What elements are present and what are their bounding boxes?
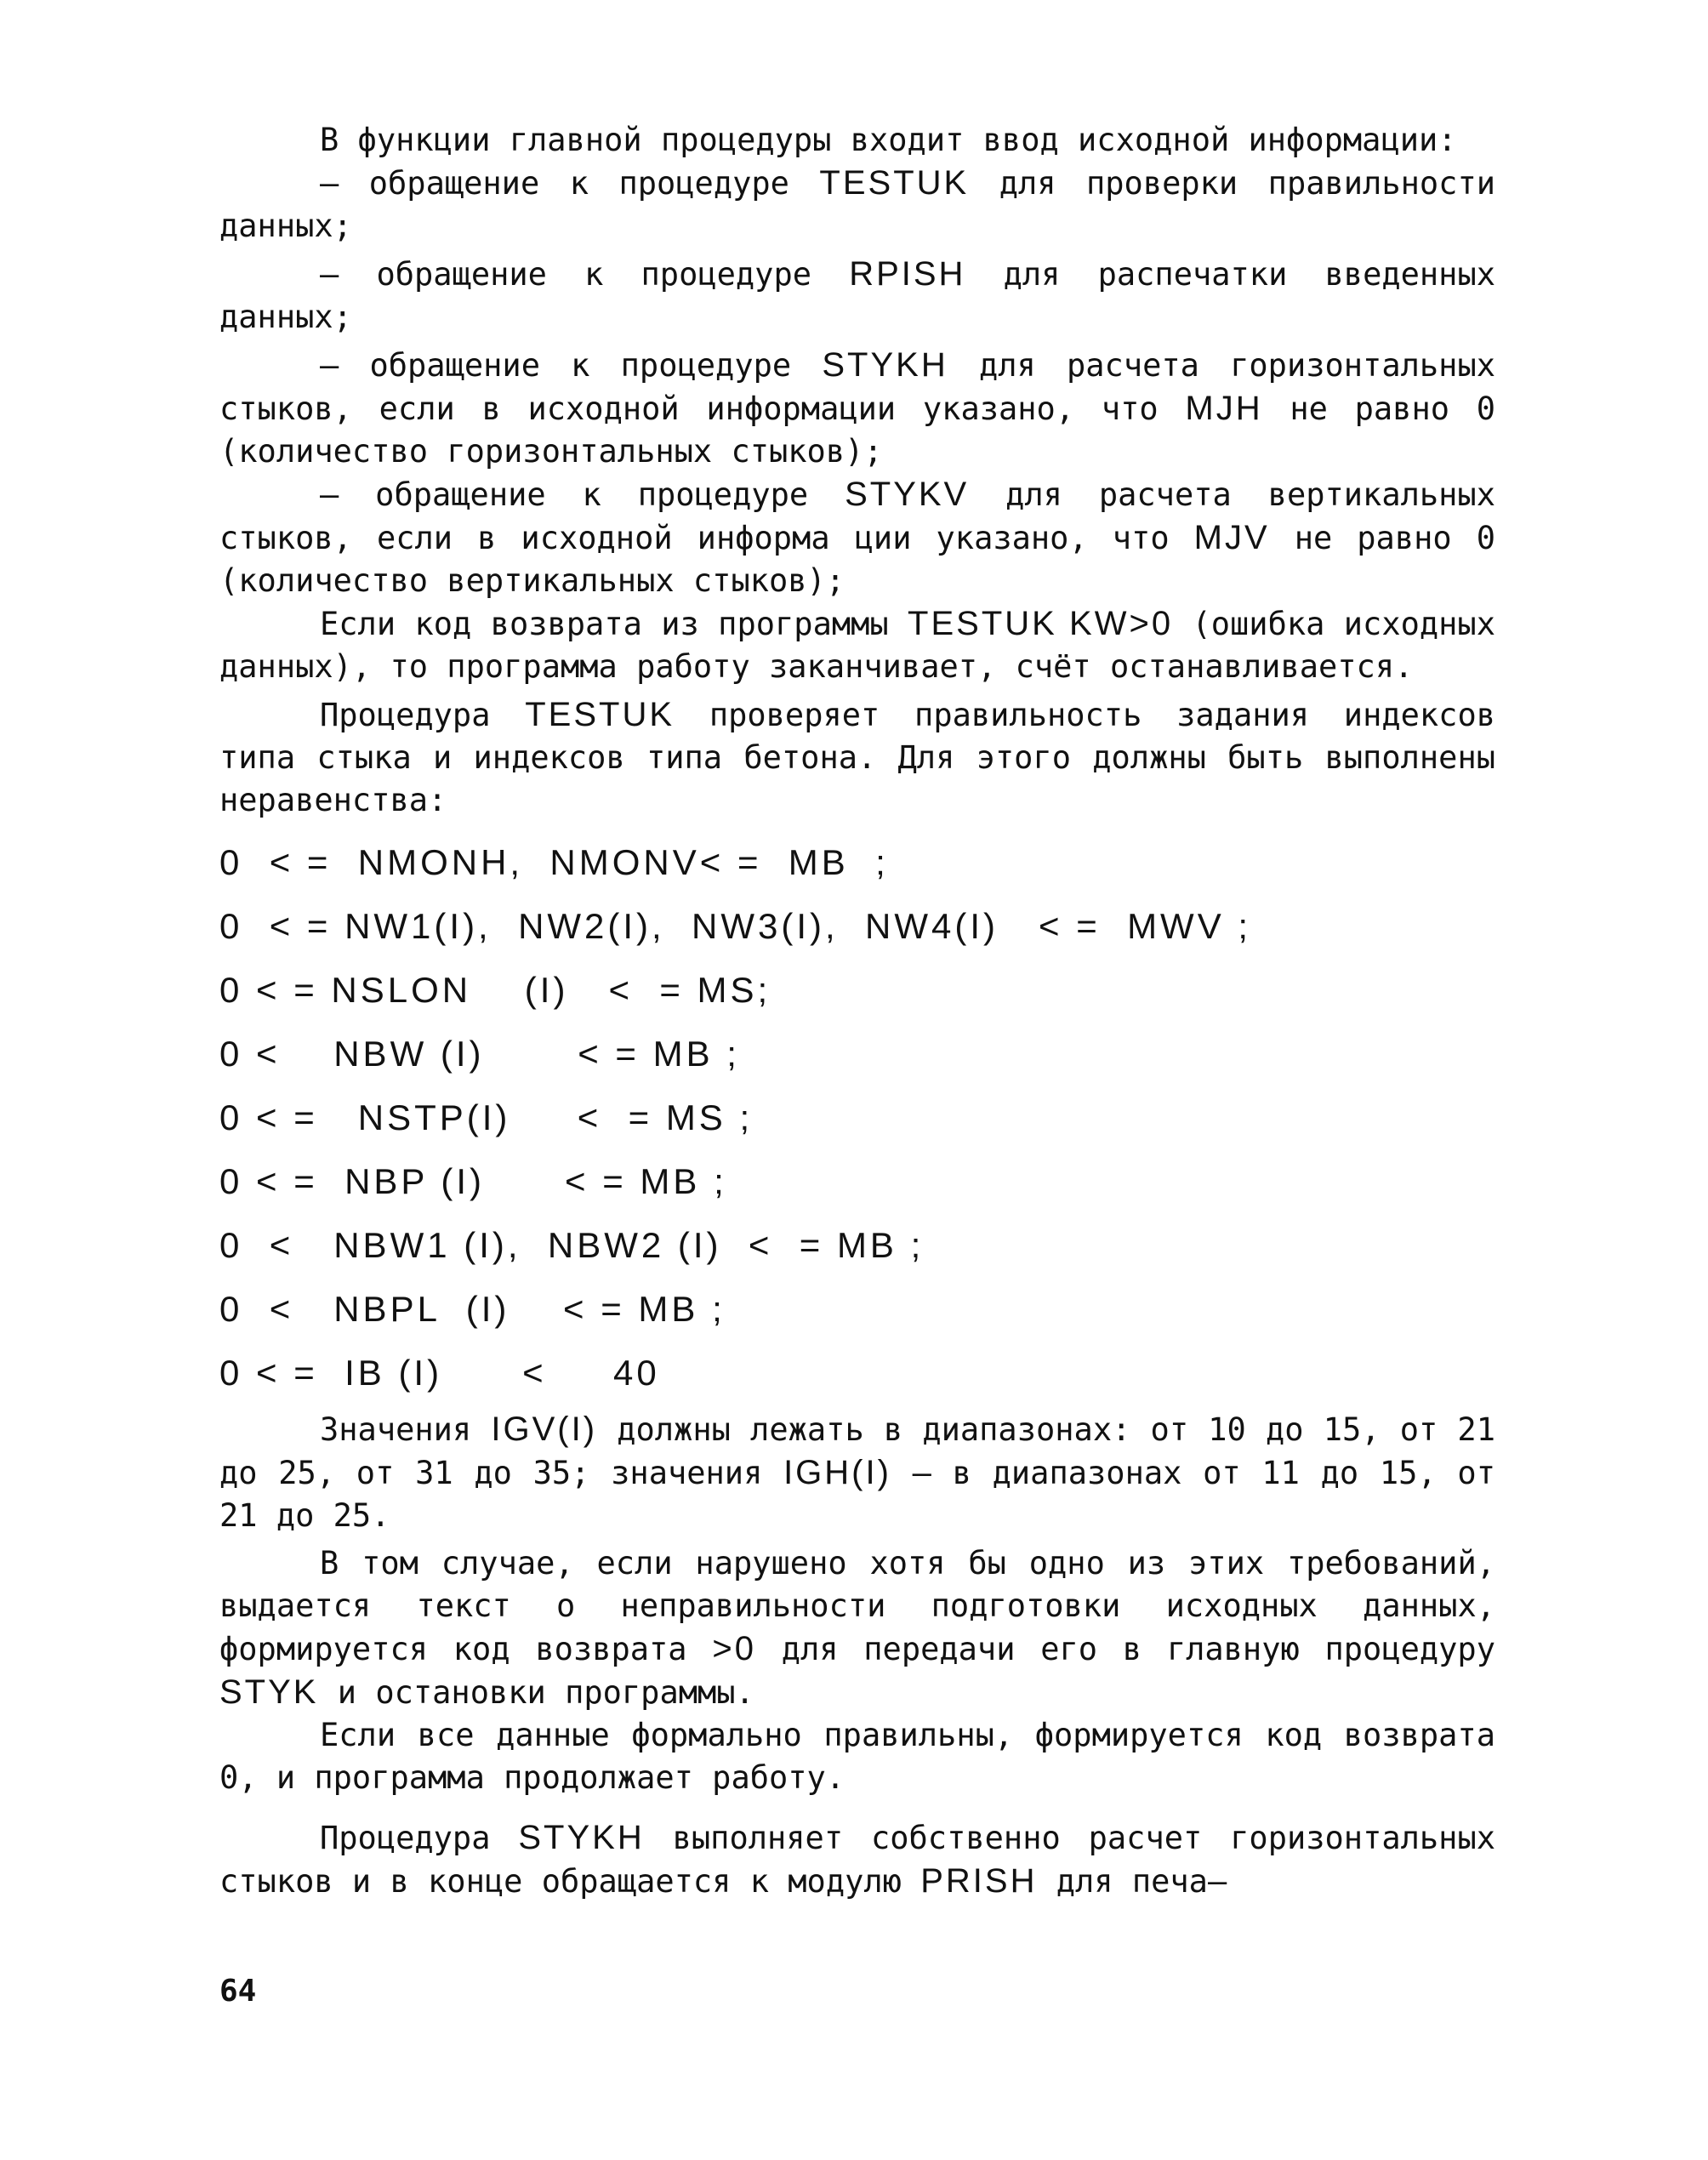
paragraph-success-case <box>219 1714 1495 1799</box>
text: должны лежать в диапазонах: от 10 до 15, от 21 до 25, от 31 до 35; значения <box>219 1411 1495 1491</box>
inequality-5: 0 < = NSTP(I) < = MS ; <box>219 1097 754 1137</box>
text: 0 <box>1476 520 1495 556</box>
page-content <box>219 119 1495 1903</box>
paragraph-stykh-description <box>219 1816 1495 1903</box>
proc-name-stykv: STYKV <box>845 476 970 513</box>
var-igh: IGH(I) <box>783 1454 891 1491</box>
paragraph-stykh-call <box>219 344 1495 473</box>
paragraph-error-case <box>219 1542 1495 1714</box>
paragraph-stykv-call <box>219 473 1495 602</box>
inequality-9: 0 < = IB (I) < 40 <box>219 1353 660 1393</box>
text: В функции главной процедуры входит ввод исходной информации: <box>320 122 1457 158</box>
proc-name-prish: PRISH <box>920 1862 1038 1900</box>
inequality-6: 0 < = NBP (I) < = MB ; <box>219 1161 727 1201</box>
text: для проверки правильности данных; <box>219 165 1495 244</box>
text: для расчета горизонтальных стыков, если в исходной информации указано, что <box>219 347 1495 427</box>
paragraph-return-code <box>219 602 1495 688</box>
paragraph-testuk-checks <box>219 693 1495 822</box>
inequalities-list <box>219 830 1495 1405</box>
inequality-1: 0 < = NMONH, NMONV< = MB ; <box>219 842 889 882</box>
text: для печа– <box>1056 1863 1227 1900</box>
proc-name-rpish: RPISH <box>849 255 966 293</box>
text: (ошибка исходных данных), то программа работу заканчивает, счёт останавливается. <box>219 606 1495 685</box>
var-gt-zero: >0 <box>712 1630 756 1667</box>
text: Если все данные формально правильны, формируется код возврата 0, и программа продолжает работу. <box>219 1717 1495 1796</box>
text: для передачи его в главную процедуру <box>781 1631 1495 1667</box>
text: В том случае, если нарушено хотя бы одно из этих требований, выдается текст о неправильности подготовки исходных данных, формируется код возврата <box>219 1545 1495 1667</box>
text: Значения <box>320 1411 472 1448</box>
text: не равно <box>1290 390 1449 427</box>
var-mjv: MJV <box>1193 519 1270 556</box>
proc-name-stykh: STYKH <box>822 346 948 384</box>
text: – обращение к процедуре <box>320 165 789 202</box>
paragraph-main-functions <box>219 119 1495 162</box>
text: выполняет собственно расчет горизонтальных стыков и в конце обращается к модулю <box>219 1820 1496 1900</box>
text: Процедура <box>320 1820 491 1856</box>
text: (количество вертикальных стыков); <box>219 562 845 599</box>
paragraph-ranges <box>219 1408 1495 1537</box>
proc-name-stykh-2: STYKH <box>518 1819 645 1856</box>
var-mjh: MJH <box>1185 390 1263 427</box>
text: – обращение к процедуре <box>320 347 792 384</box>
paragraph-rpish-call <box>219 253 1495 339</box>
proc-name-styk: STYK <box>219 1673 319 1711</box>
inequality-4: 0 < NBW (I) < = MB ; <box>219 1034 740 1074</box>
text: для распечатки введенных данных; <box>219 256 1496 335</box>
inequality-3: 0 < = NSLON (I) < = MS; <box>219 970 771 1010</box>
text: проверяет правильность задания индексов типа стыка и индексов типа бетона. Для этого должны быть выполнены неравенства: <box>219 697 1496 818</box>
var-igv: IGV(I) <box>491 1411 598 1448</box>
text: – обращение к процедуре <box>320 256 812 293</box>
text: – в диапазонах от 11 до 15, от 21 до 25. <box>219 1455 1495 1534</box>
proc-name-testuk-2: TESTUK <box>525 696 675 733</box>
proc-name-testuk-kw: TESTUK KW>0 <box>908 605 1174 642</box>
inequality-7: 0 < NBW1 (I), NBW2 (I) < = MB ; <box>219 1225 925 1265</box>
proc-name-testuk: TESTUK <box>819 164 970 202</box>
text: 0 <box>1476 390 1496 427</box>
inequality-8: 0 < NBPL (I) < = MB ; <box>219 1289 726 1329</box>
text: – обращение к процедуре <box>320 476 809 513</box>
text: и остановки программы. <box>337 1674 754 1711</box>
text: (количество горизонтальных стыков); <box>219 433 883 470</box>
paragraph-testuk-call <box>219 162 1495 248</box>
page-number: 64 <box>219 1974 257 2009</box>
text: Процедура <box>320 697 491 733</box>
text: для расчета вертикальных стыков, если в исходной информа ции указано, что <box>219 476 1495 556</box>
inequality-2: 0 < = NW1(I), NW2(I), NW3(I), NW4(I) < = MWV ; <box>219 906 1252 946</box>
text: не равно <box>1294 520 1452 556</box>
text: Если код возврата из программы <box>320 606 889 642</box>
